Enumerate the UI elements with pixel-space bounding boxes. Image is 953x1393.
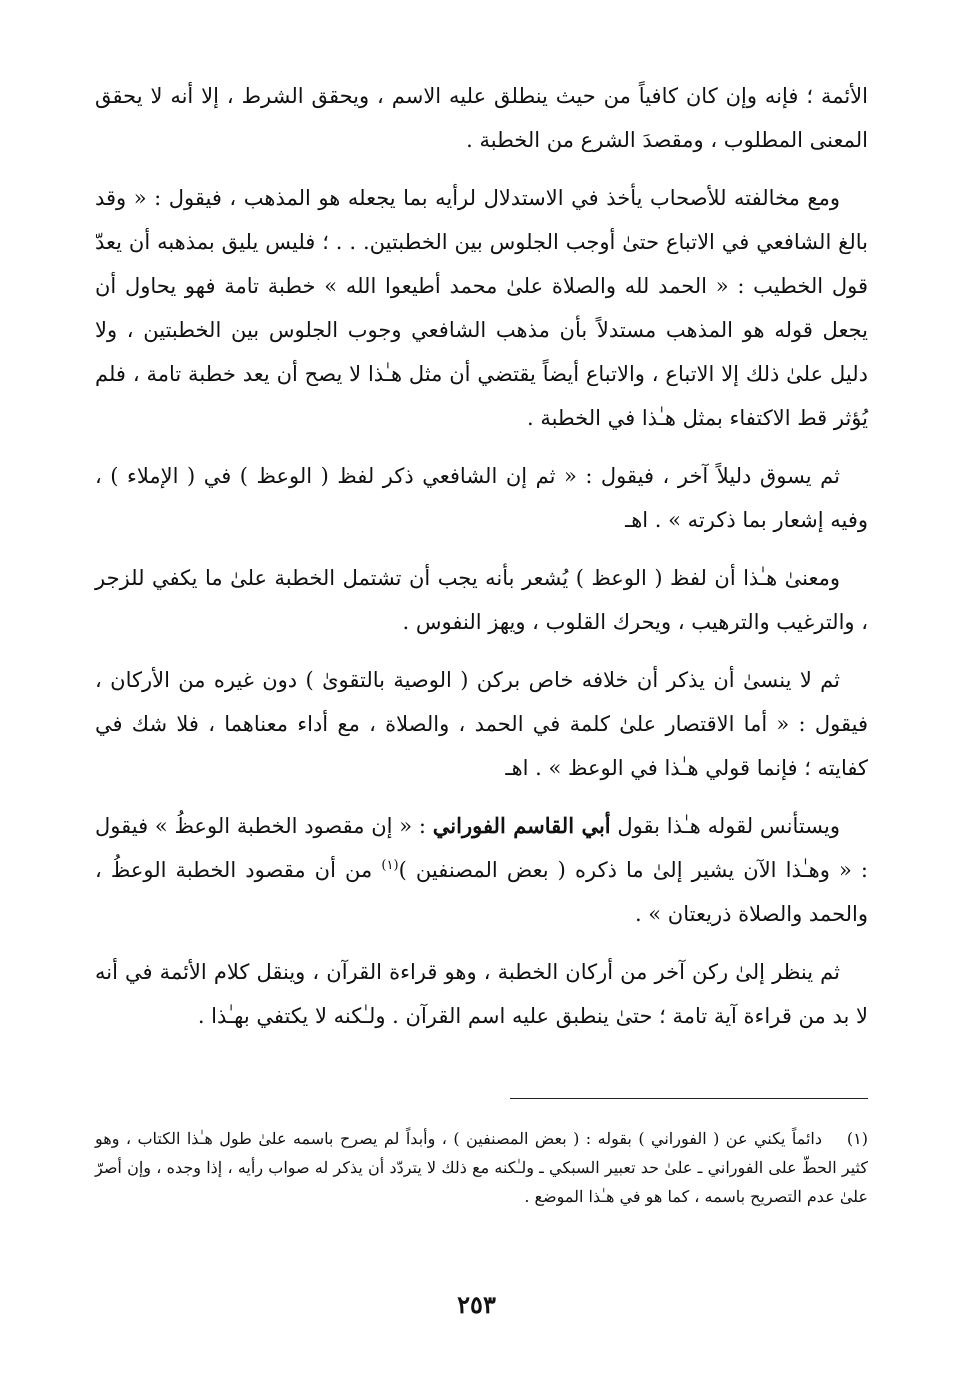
paragraph-6-part2: : « إن مقصود الخطبة الوعظُ » فيقول : « وهـٰذا الآن يشير إلىٰ ما ذكره ( بعض المصنفين ) xyxy=(95,814,869,882)
paragraph-4: ومعنىٰ هـٰذا أن لفظ ( الوعظ ) يُشعر بأنه يجب أن تشتمل الخطبة علىٰ ما يكفي للزجر ، والترغيب والترهيب ، ويحرك القلوب ، ويهز النفوس . xyxy=(95,566,868,634)
paragraph-3: ثم يسوق دليلاً آخر ، فيقول : « ثم إن الشافعي ذكر لفظ ( الوعظ ) في ( الإملاء ) ، وفيه إشعار بما ذكرته » . اهـ xyxy=(95,464,868,532)
footnote-text: دائماً يكني عن ( الفوراني ) بقوله : ( بعض المصنفين ) ، وأبداً لم يصرح باسمه علىٰ طول هـٰذا الكتاب ، وهو كثير الحطّ على الفوراني ـ علىٰ حد تعبير السبكي ـ ولـٰكنه مع ذلك لا يتردّد أن يذكر له صواب رأيه ، إذا وجده ، وإن أصرّ علىٰ عدم التصريح باسمه ، كما هو في هـٰذا الموضع . xyxy=(95,1129,868,1206)
footnote-separator xyxy=(510,1098,868,1099)
paragraph-6-part1: ويستأنس لقوله هـٰذا بقول xyxy=(610,814,840,838)
paragraph-6-part3: من أن مقصود الخطبة الوعظُ ، والحمد والصلاة ذريعتان » . xyxy=(95,858,868,926)
paragraph-2: ومع مخالفته للأصحاب يأخذ في الاستدلال لرأيه بما يجعله هو المذهب ، فيقول : « وقد بالغ الشافعي في الاتباع حتىٰ أوجب الجلوس بين الخطبتين. . . ؛ فليس يليق بمذهبه أن يعدّ قول الخطيب : « الحمد لله والصلاة علىٰ محمد أطيعوا الله » خطبة تامة فهو يحاول أن يجعل قوله هو المذهب مستدلاً بأن مذهب الشافعي وجوب الجلوس بين الخطبتين ، ولا دليل علىٰ ذلك إلا الاتباع ، والاتباع أيضاً يقتضي أن مثل هـٰذا لا يصح أن يعد خطبة تامة ، فلم يُؤثر قط الاكتفاء بمثل هـٰذا في الخطبة . xyxy=(95,186,868,430)
footnote-reference[interactable]: (١) xyxy=(381,858,399,873)
page-number: ٢٥٣ xyxy=(457,1290,496,1319)
footnote xyxy=(95,1124,868,1211)
paragraph-5: ثم لا ينسىٰ أن يذكر أن خلافه خاص بركن ( الوصية بالتقوىٰ ) دون غيره من الأركان ، فيقول : « أما الاقتصار علىٰ كلمة في الحمد ، والصلاة ، مع أداء معناهما ، فلا شك في كفايته ؛ فإنما قولي هـٰذا في الوعظ » . اهـ xyxy=(95,668,868,780)
footnote-marker: (١) xyxy=(846,1129,868,1148)
paragraph-7: ثم ينظر إلىٰ ركن آخر من أركان الخطبة ، وهو قراءة القرآن ، وينقل كلام الأئمة في أنه لا بد من قراءة آية تامة ؛ حتىٰ ينطبق عليه اسم القرآن . ولـٰكنه لا يكتفي بهـٰذا . xyxy=(95,960,868,1028)
scholar-name: أبي القاسم الفوراني xyxy=(432,813,611,838)
main-text xyxy=(95,74,868,1052)
paragraph-6 xyxy=(95,804,868,936)
paragraph-1: الأئمة ؛ فإنه وإن كان كافياً من حيث ينطلق عليه الاسم ، ويحقق الشرط ، إلا أنه لا يحقق المعنى المطلوب ، ومقصدَ الشرع من الخطبة . xyxy=(95,84,868,152)
